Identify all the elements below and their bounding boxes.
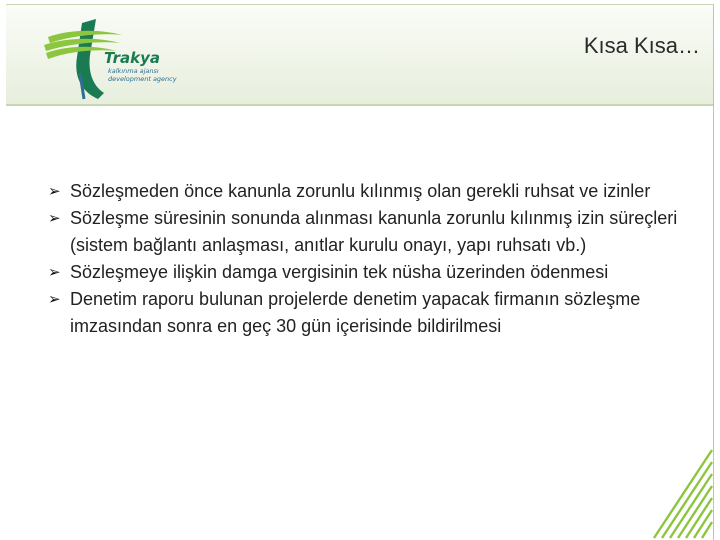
header-band	[6, 4, 714, 105]
arrow-bullet-icon: ➢	[48, 263, 61, 281]
logo-wordmark: Trakya	[104, 49, 160, 67]
arrow-bullet-icon: ➢	[48, 290, 61, 308]
slide-title: Kısa Kısa…	[583, 33, 700, 58]
decorative-stripes-icon	[652, 448, 714, 540]
header-divider	[6, 104, 714, 106]
logo-subtitle: kalkınma ajansı development agency	[108, 67, 177, 83]
bullet-item	[48, 286, 712, 340]
bullet-text: Sözleşmeye ilişkin damga vergisinin tek nüsha üzerinden ödenmesi	[70, 262, 609, 282]
arrow-bullet-icon: ➢	[48, 209, 61, 227]
bullet-item	[48, 205, 712, 259]
bullet-item	[48, 178, 712, 205]
bullet-text: Sözleşme süresinin sonunda alınması kanunla zorunlu kılınmış izin süreçleri (sistem bağlantı anlaşması, anıtlar kurulu onayı, yapı ruhsatı vb.)	[70, 208, 678, 255]
bullet-item	[48, 259, 712, 286]
bullet-list	[48, 178, 712, 340]
bullet-text: Sözleşmeden önce kanunla zorunlu kılınmış olan gerekli ruhsat ve izinler	[70, 181, 651, 201]
arrow-bullet-icon: ➢	[48, 182, 61, 200]
bullet-text: Denetim raporu bulunan projelerde denetim yapacak firmanın sözleşme imzasından sonra en geç 30 gün içerisinde bildirilmesi	[70, 289, 641, 336]
